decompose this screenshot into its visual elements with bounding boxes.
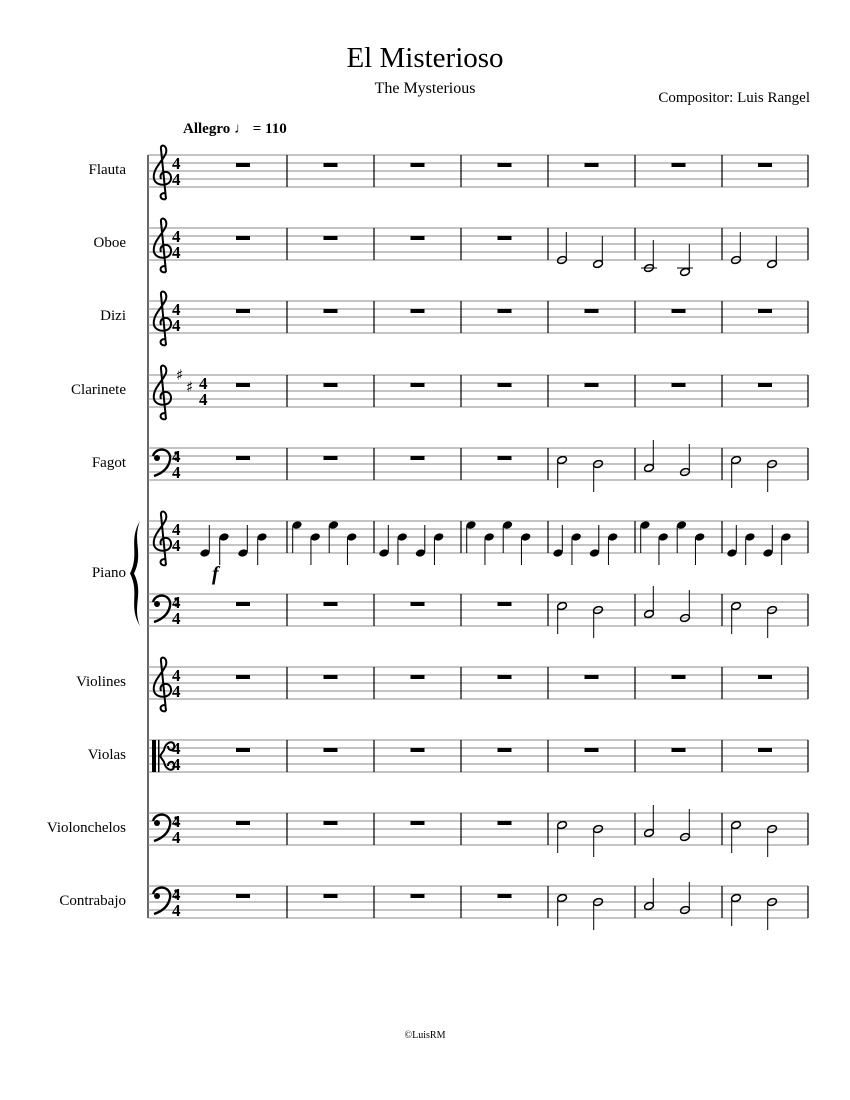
treble-clef-icon [154,146,171,200]
alto-clef-icon [158,740,160,772]
bass-clef-icon [154,893,160,899]
whole-rest [236,821,250,825]
whole-rest [498,309,512,313]
whole-rest [498,602,512,606]
time-signature: 4 [172,609,181,628]
tempo-text: Allegro [183,121,231,137]
instrument-label: Violonchelos [46,820,126,836]
half-note [731,601,742,610]
staff [148,366,808,420]
whole-rest [236,236,250,240]
whole-rest [411,821,425,825]
staff [148,586,808,638]
sharp-icon: ♯ [186,378,194,396]
copyright: ©LuisRM [404,1030,446,1041]
half-note [680,267,691,276]
time-signature: 4 [172,447,181,466]
whole-rest [236,894,250,898]
whole-rest [411,163,425,167]
whole-rest [498,236,512,240]
whole-rest [672,309,686,313]
staff [148,512,808,566]
whole-rest [324,456,338,460]
staff [148,440,808,492]
bass-clef-icon [154,820,160,826]
whole-rest [324,309,338,313]
half-note [557,893,568,902]
whole-rest [411,894,425,898]
half-note [767,259,778,268]
alto-clef-icon [152,740,156,772]
whole-rest [758,309,772,313]
instrument-label: Piano [91,564,126,581]
time-signature: 4 [172,463,181,482]
time-signature: 4 [172,812,181,831]
whole-rest [498,163,512,167]
tempo-value: = 110 [252,121,287,137]
whole-rest [411,675,425,679]
treble-clef-icon [154,292,171,346]
instrument-label: Violines [76,674,126,690]
whole-rest [585,675,599,679]
time-signature: 4 [172,739,181,758]
time-signature: 4 [199,390,208,409]
whole-rest [411,748,425,752]
whole-rest [236,163,250,167]
whole-rest [672,163,686,167]
whole-rest [498,383,512,387]
time-signature: 4 [172,520,181,539]
whole-rest [585,163,599,167]
half-note [644,609,655,618]
whole-rest [411,236,425,240]
whole-rest [672,383,686,387]
whole-rest [498,456,512,460]
whole-rest [236,748,250,752]
piano-brace [130,521,140,626]
whole-rest [324,602,338,606]
instrument-label: Dizi [100,308,126,324]
staff [148,878,808,930]
half-note [644,463,655,472]
instrument-label: Oboe [93,235,126,251]
whole-rest [498,675,512,679]
half-note [557,820,568,829]
whole-rest [236,602,250,606]
bass-clef-icon [154,455,160,461]
sharp-icon: ♯ [176,366,184,384]
whole-rest [411,383,425,387]
staff [148,658,808,712]
whole-rest [758,383,772,387]
bass-clef-icon [154,601,160,607]
treble-clef-icon [154,512,171,566]
dynamic-marking: f [212,563,219,585]
whole-rest [236,383,250,387]
time-signature: 4 [172,227,181,246]
half-note [731,820,742,829]
staff [148,739,808,774]
half-note [731,455,742,464]
half-note [557,601,568,610]
staff [148,805,808,857]
whole-rest [324,383,338,387]
whole-rest [324,675,338,679]
time-signature: 4 [199,374,208,393]
instrument-label: Flauta [88,162,126,178]
whole-rest [411,602,425,606]
score-subtitle: The Mysterious [374,80,476,97]
time-signature: 4 [172,154,181,173]
time-signature: 4 [172,316,181,335]
half-note [731,893,742,902]
treble-clef-icon [154,219,171,273]
whole-rest [758,675,772,679]
time-signature: 4 [172,755,181,774]
whole-rest [324,236,338,240]
whole-rest [324,748,338,752]
half-note [593,259,604,268]
staff [148,219,808,277]
whole-rest [236,456,250,460]
whole-rest [498,894,512,898]
whole-rest [324,894,338,898]
whole-rest [411,309,425,313]
time-signature: 4 [172,885,181,904]
time-signature: 4 [172,593,181,612]
instrument-label: Fagot [91,455,126,471]
whole-rest [324,821,338,825]
instrument-label: Violas [87,747,126,763]
instrument-label: Contrabajo [59,893,126,909]
whole-rest [324,163,338,167]
time-signature: 4 [172,828,181,847]
time-signature: 4 [172,300,181,319]
time-signature: 4 [172,536,181,555]
score-title: El Misterioso [346,42,504,74]
half-note [644,901,655,910]
half-note [557,455,568,464]
half-note [644,828,655,837]
whole-rest [585,383,599,387]
instrument-label: Clarinete [71,382,126,398]
treble-clef-icon [154,658,171,712]
whole-rest [585,748,599,752]
staff [148,146,808,200]
whole-rest [411,456,425,460]
treble-clef-icon [154,366,171,420]
whole-rest [672,675,686,679]
time-signature: 4 [172,666,181,685]
time-signature: 4 [172,901,181,920]
quarter-note-icon: ♩ [233,121,249,137]
time-signature: 4 [172,243,181,262]
whole-rest [236,675,250,679]
whole-rest [498,748,512,752]
whole-rest [498,821,512,825]
time-signature: 4 [172,682,181,701]
whole-rest [236,309,250,313]
composer-credit: Compositor: Luis Rangel [658,90,810,106]
whole-rest [758,163,772,167]
whole-rest [585,309,599,313]
staff [148,292,808,346]
whole-rest [758,748,772,752]
time-signature: 4 [172,170,181,189]
whole-rest [672,748,686,752]
